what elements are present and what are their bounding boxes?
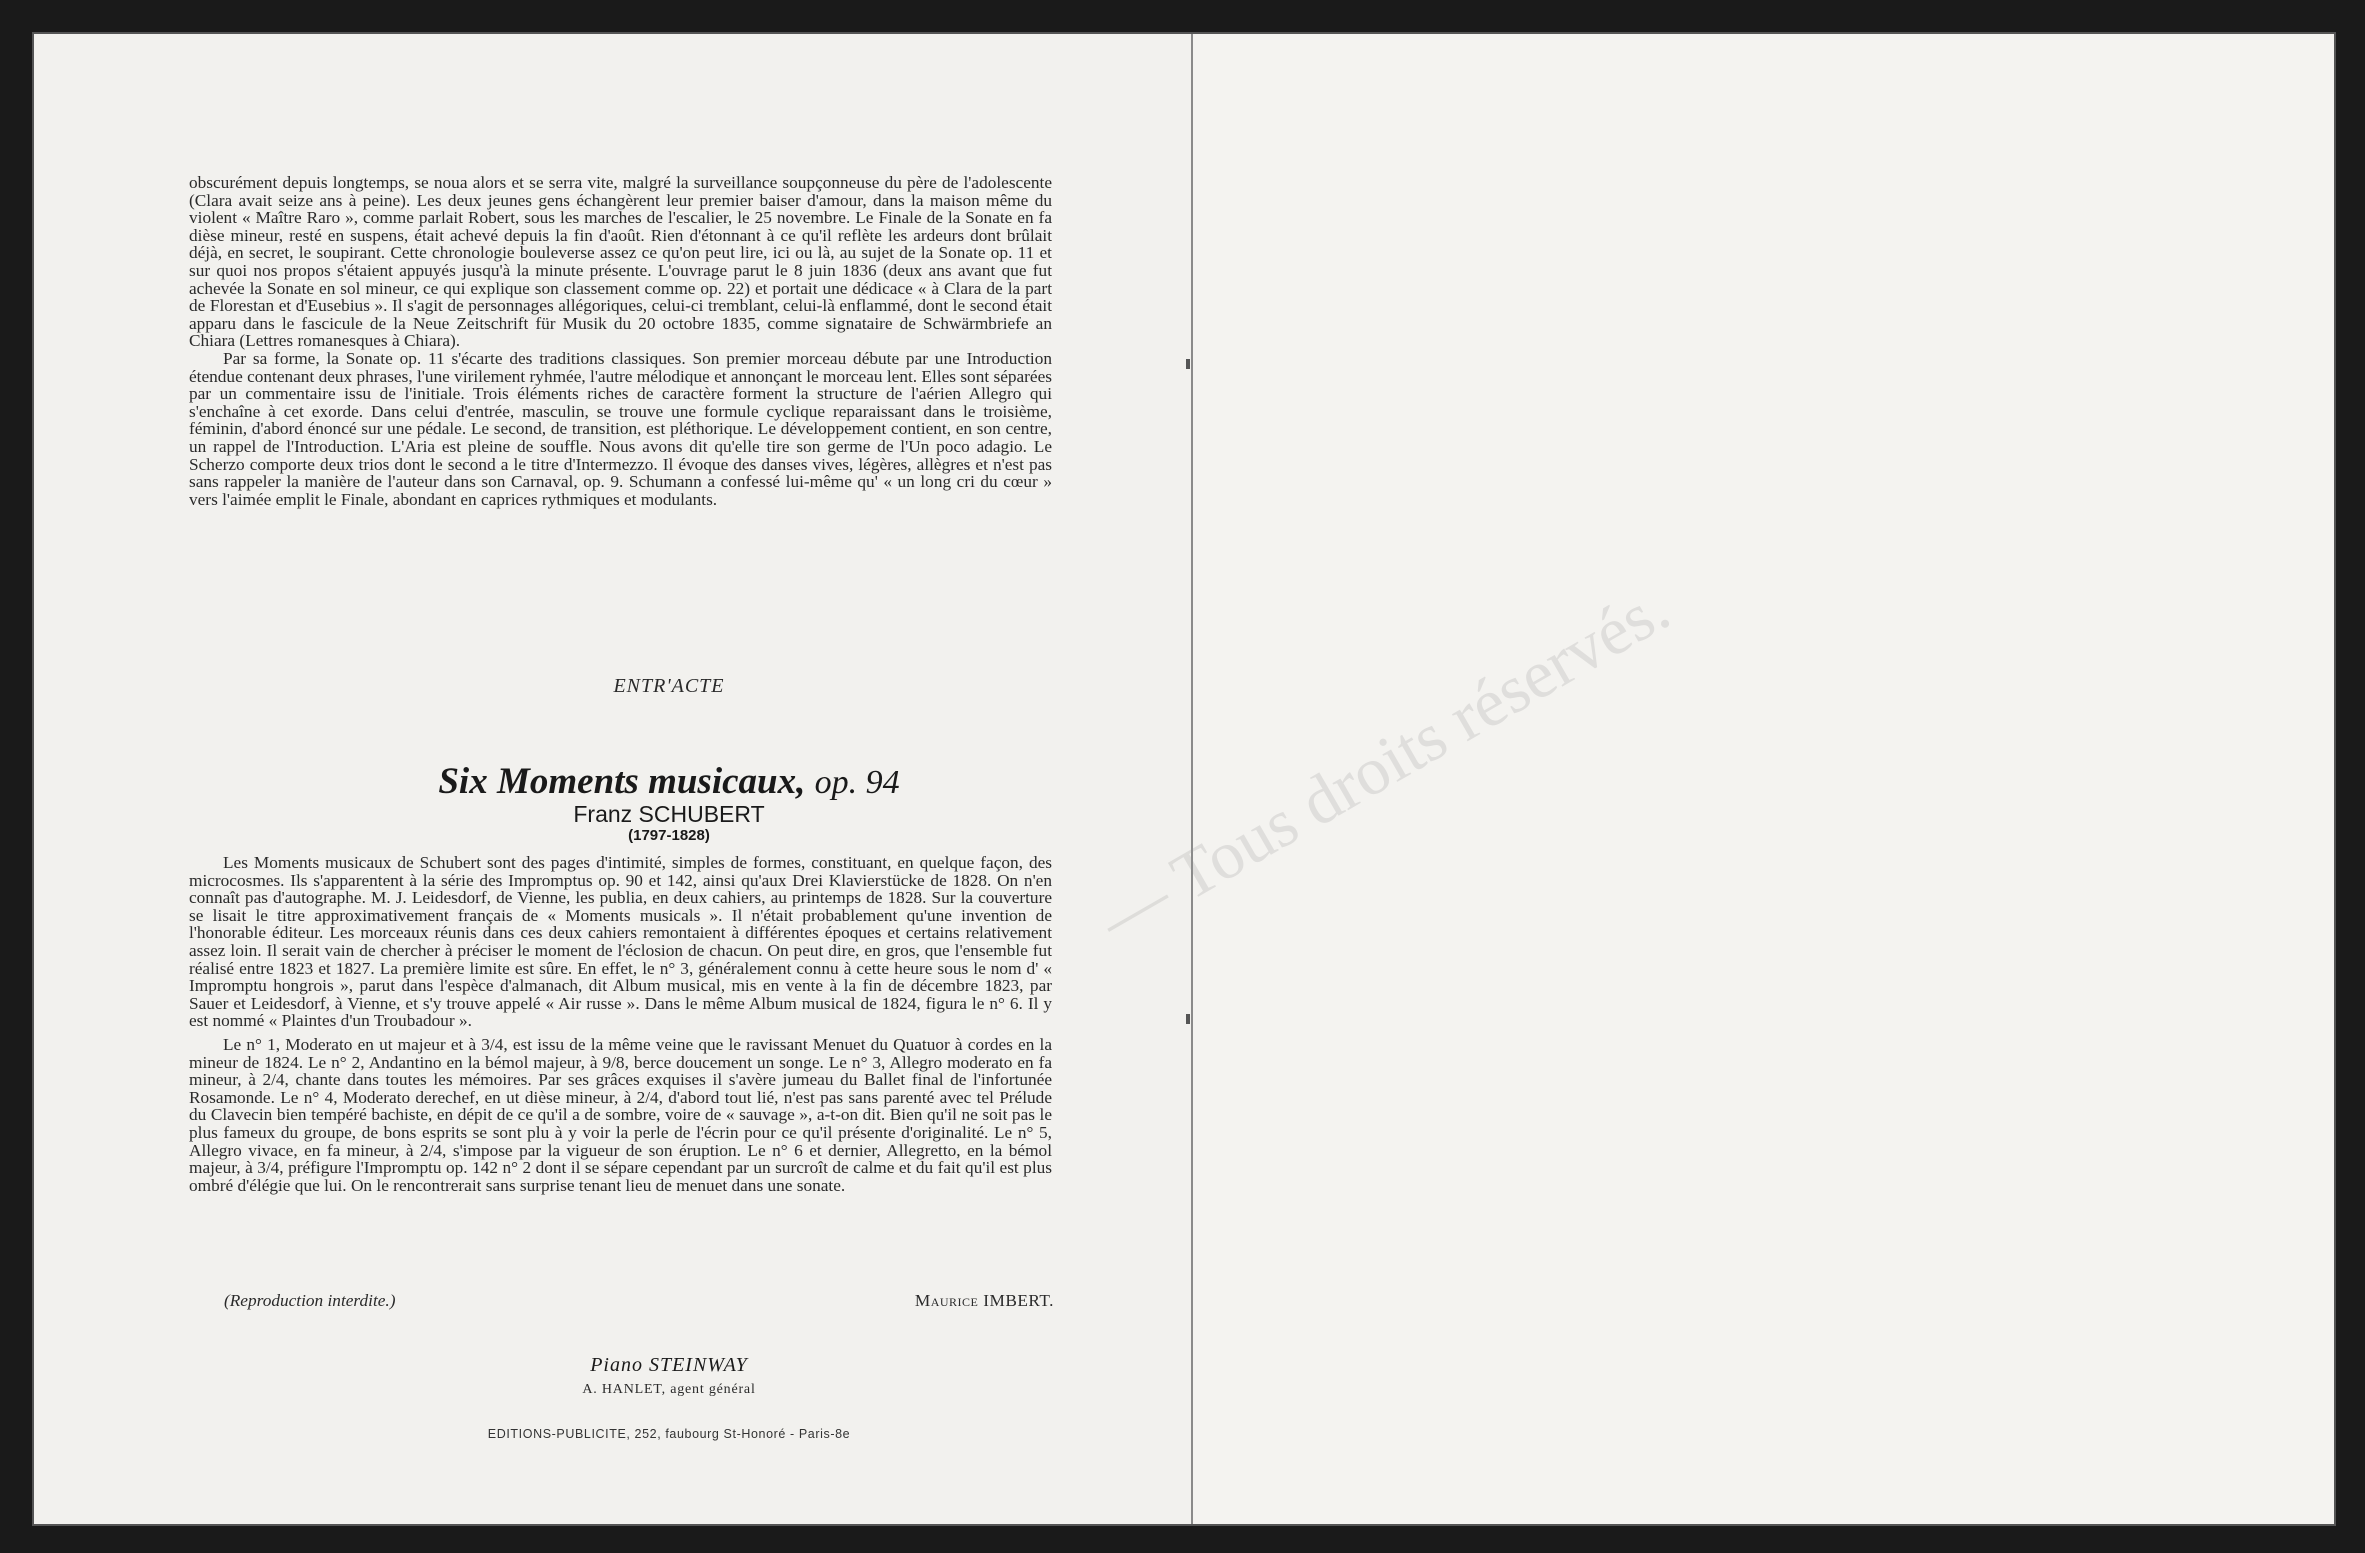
right-page [1193,34,2334,1524]
gutter-mark [1186,1014,1190,1024]
left-page [34,34,1193,1524]
gutter-mark [1186,359,1190,369]
schumann-notes [189,174,1052,508]
paragraph-2: Par sa forme, la Sonate op. 11 s'écarte des traditions classiques. Son premier morceau débute par une Introduction étendue contenant deux phrases, l'une virilement ryhmée, l'autre mélodique et annonçant le morceau lent. Elles sont séparées par un commentaire issu de l'initiale. Trois éléments riches de caractère forment la structure de l'aérien Allegro qui s'enchaîne à cet exorde. Dans celui d'entrée, masculin, se trouve une formule cyclique reparaissant dans le troisième, féminin, d'abord énoncé sur une pédale. Le second, de transition, est pléthorique. Le développement contient, en son centre, un rappel de l'Introduction. L'Aria est pleine de souffle. Nous avons dit qu'elle tire son germe de l'Un poco adagio. Le Scherzo comporte deux trios dont le second a le titre d'Intermezzo. Il évoque des danses vives, légères, allègres et n'est pas sans rappeler la manière de l'auteur dans son Carnaval, op. 9. Schumann a confessé lui-même qu' « un long cri du cœur » vers l'aimée emplit le Finale, abondant en caprices rythmiques et modulants. [189,348,1052,509]
paragraph-3: Les Moments musicaux de Schubert sont des pages d'intimité, simples de formes, constituant, en quelque façon, des microcosmes. Ils s'apparentent à la série des Impromptus op. 90 et 142, ainsi qu'aux Drei Klavierstücke de 1828. On n'en connaît pas d'autographe. M. J. Leidesdorf, de Vienne, les publia, en deux cahiers, au printemps de 1828. Sur la couverture se lisait le titre approximativement français de « Moments musicals ». Il n'était probablement qu'une invention de l'honorable éditeur. Les morceaux réunis dans ces deux cahiers remontaient à différentes époques et certains relativement assez loin. Il serait vain de chercher à préciser le moment de l'éclosion de chacun. On peut dire, en gros, que l'ensemble fut réalisé entre 1823 et 1827. La première limite est sûre. En effet, le n° 3, généralement connu à cette heure sous le nom d' « Impromptu hongrois », parut dans l'espèce d'almanach, dit Album musical, mis en vente à la fin de décembre 1823, par Sauer et Leidesdorf, à Vienne, et s'y trouve appelé « Air russe ». Dans le même Album musical de 1824, figura le n° 6. Il y est nommé « Plaintes d'un Troubadour ». [189,853,1052,1031]
schubert-notes [189,854,1052,1200]
work-title [254,760,1084,803]
entracte-heading: ENTR'ACTE [613,675,725,697]
agent-credit: A. HANLET, agent général [582,1382,756,1397]
reproduction-notice: (Reproduction interdite.) [224,1291,396,1310]
piano-credit: Piano STEINWAY [590,1354,748,1376]
paragraph-1: obscurément depuis longtemps, se noua alors et se serra vite, malgré la surveillance soupçonneuse du père de l'adolescente (Clara avait seize ans à peine). Les deux jeunes gens échangèrent leur premier baiser d'amour, dans la maison même du violent « Maître Raro », comme parlait Robert, sous les marches de l'escalier, le 25 novembre. Le Finale de la Sonate en fa dièse mineur, resté en suspens, était achevé depuis la fin d'août. Rien d'étonnant à ce qu'il reflète les ardeurs dont brûlait déjà, en secret, le soupirant. Cette chronologie bouleverse assez ce qu'on peut lire, ici ou là, au sujet de la Sonate op. 11 et sur quoi nos propos s'étaient appuyés jusqu'à la minute présente. L'ouvrage parut le 8 juin 1836 (deux ans avant que fut achevée la Sonate en sol mineur, ce qui explique son classement comme op. 22) et portait une dédicace « à Clara de la part de Florestan et d'Eusebius ». Il s'agit de personnages allégoriques, celui-ci tremblant, celui-là enflammé, dont le second était apparu dans le fascicule de la Neue Zeitschrift für Musik du 20 octobre 1835, comme signataire de Schwärmbriefe an Chiara (Lettres romanesques à Chiara). [189,173,1052,351]
paragraph-4: Le n° 1, Moderato en ut majeur et à 3/4, est issu de la même veine que le ravissant Menuet du Quatuor à cordes en la mineur de 1824. Le n° 2, Andantino en la bémol majeur, à 9/8, berce doucement un songe. Le n° 3, Allegro moderato en fa mineur, à 2/4, chante dans toutes les mémoires. Par ses grâces exquises il s'avère jumeau du Ballet final de l'infortunée Rosamonde. Le n° 4, Moderato derechef, en ut dièse mineur, à 2/4, d'abord tout lié, n'est pas sans parenté avec tel Prélude du Clavecin bien tempéré bachiste, en dépit de ce qu'il a de sombre, voire de « sauvage », a-t-on dit. Bien qu'il ne soit pas le plus fameux du groupe, de bons esprits se sont plu à y voir la perle de l'écrin pour ce qu'il présente d'originalité. Le n° 5, Allegro vivace, en fa mineur, à 2/4, s'impose par la vigueur de son éruption. Le n° 6 et dernier, Allegretto, en la bémol majeur, à 3/4, préfigure l'Impromptu op. 142 n° 2 dont il se sépare cependant par un surcroît de calme et du fait qu'il est plus ombré d'élégie que lui. On le rencontrerait sans surprise tenant lieu de menuet dans une sonate. [189,1034,1052,1195]
program-spread [32,32,2336,1526]
work-opus: op. 94 [814,764,900,801]
publisher-imprint: EDITIONS-PUBLICITE, 252, faubourg St-Honoré - Paris-8e [487,1427,851,1441]
copyright-watermark: — Tous droits réservés. [1086,569,1682,957]
composer-dates: (1797-1828) [628,827,710,844]
author-signature: Maurice IMBERT. [914,1291,1054,1310]
composer-name: Franz SCHUBERT [573,801,765,827]
work-title-text: Six Moments musicaux, [438,761,806,802]
